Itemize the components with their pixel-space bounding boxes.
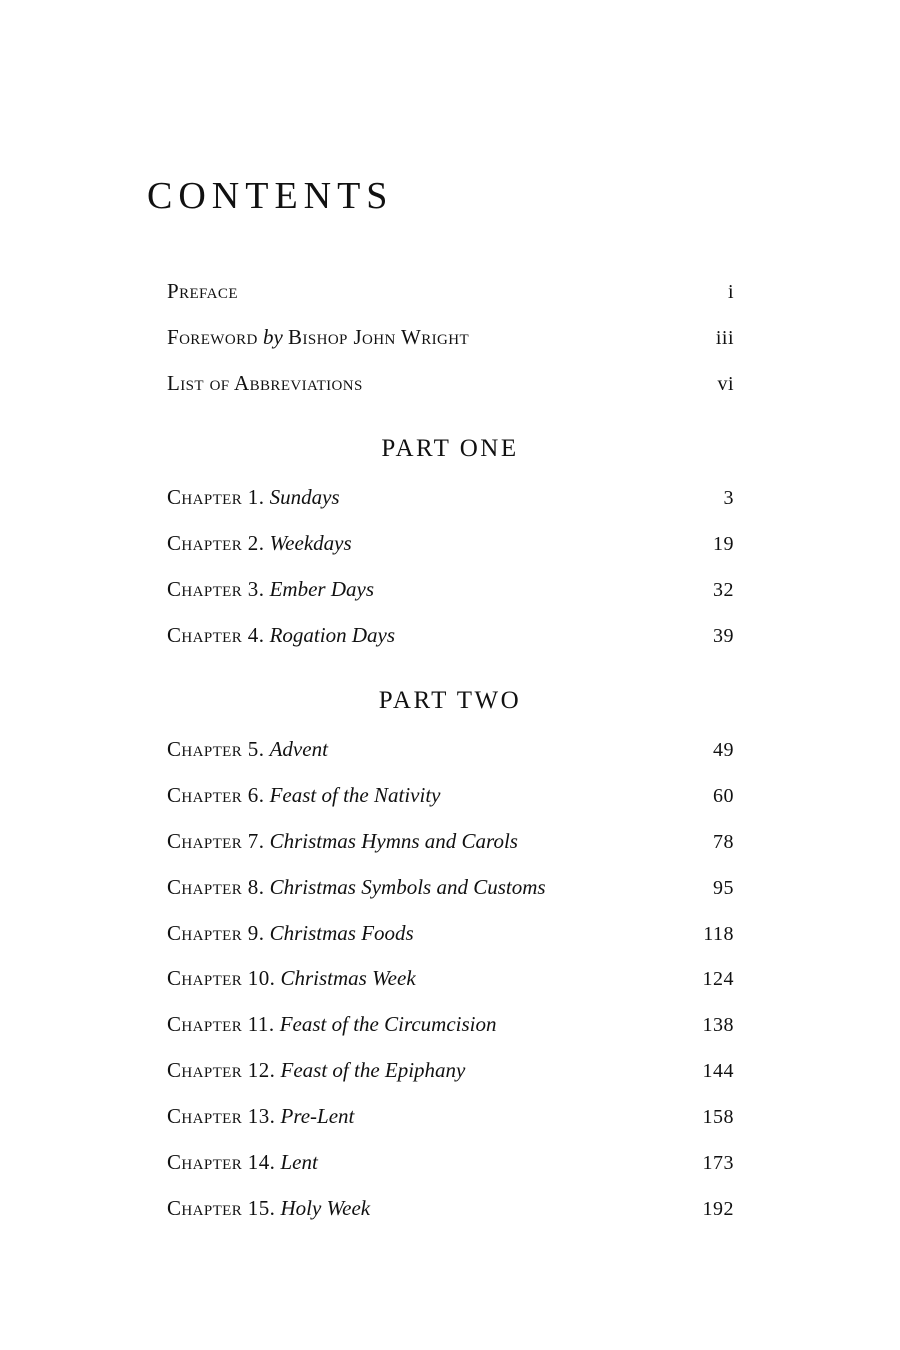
toc-entry-abbreviations[interactable] (167, 368, 734, 398)
entry-label (167, 1101, 354, 1131)
page-number: 32 (713, 579, 734, 601)
chapter-title: Feast of the Circumcision (279, 1012, 497, 1036)
page-number: 3 (723, 487, 734, 509)
toc-entry-foreword[interactable] (167, 322, 734, 352)
toc-entry-chapter-5[interactable] (167, 734, 734, 764)
page-number: 60 (713, 785, 734, 807)
chapter-prefix: Chapter 15. (167, 1196, 276, 1220)
chapter-title: Ember Days (269, 577, 375, 601)
chapter-prefix: Chapter 14. (167, 1150, 276, 1174)
chapter-prefix: Chapter 1. (167, 485, 265, 509)
entry-label (167, 322, 469, 352)
chapter-prefix: Chapter 10. (167, 966, 276, 990)
chapter-prefix: Chapter 5. (167, 737, 265, 761)
entry-label (167, 482, 340, 512)
page-number: 39 (713, 625, 734, 647)
toc-entry-chapter-4[interactable] (167, 620, 734, 650)
page-number: 124 (702, 968, 734, 990)
toc-entry-chapter-11[interactable] (167, 1009, 734, 1039)
entry-label (167, 963, 416, 993)
entry-label (167, 780, 441, 810)
page-number: i (727, 281, 734, 303)
chapter-prefix: Chapter 2. (167, 531, 265, 555)
entry-label-before: Foreword (167, 325, 258, 349)
toc-entry-chapter-6[interactable] (167, 780, 734, 810)
chapter-title: Feast of the Epiphany (280, 1058, 466, 1082)
entry-label (167, 574, 374, 604)
entry-label-italic: by (262, 325, 283, 349)
chapter-title: Advent (269, 737, 328, 761)
toc-entry-chapter-3[interactable] (167, 574, 734, 604)
chapter-prefix: Chapter 9. (167, 921, 265, 945)
chapter-title: Christmas Week (280, 966, 416, 990)
toc-entry-chapter-8[interactable] (167, 872, 734, 902)
chapter-prefix: Chapter 3. (167, 577, 265, 601)
chapter-prefix: Chapter 11. (167, 1012, 275, 1036)
page-number: 192 (702, 1198, 734, 1220)
chapter-title: Christmas Hymns and Carols (269, 829, 518, 853)
entry-label (167, 872, 546, 902)
entry-label: List of Abbreviations (167, 371, 363, 395)
chapter-prefix: Chapter 7. (167, 829, 265, 853)
page-number: 158 (702, 1106, 734, 1128)
chapter-prefix: Chapter 6. (167, 783, 265, 807)
entry-label (167, 620, 395, 650)
page-number: 19 (713, 533, 734, 555)
toc-entry-chapter-7[interactable] (167, 826, 734, 856)
page-number: 173 (702, 1152, 734, 1174)
toc-entry-chapter-15[interactable] (167, 1193, 734, 1223)
chapter-title: Christmas Symbols and Customs (269, 875, 546, 899)
page-number: 144 (702, 1060, 734, 1082)
chapter-prefix: Chapter 12. (167, 1058, 276, 1082)
entry-label (167, 918, 414, 948)
chapter-prefix: Chapter 4. (167, 623, 265, 647)
entry-label (167, 528, 352, 558)
toc-entry-chapter-10[interactable] (167, 963, 734, 993)
chapter-title: Rogation Days (269, 623, 396, 647)
chapter-prefix: Chapter 8. (167, 875, 265, 899)
page-number: 78 (713, 831, 734, 853)
part-two-heading: PART TWO (378, 687, 522, 714)
chapter-title: Feast of the Nativity (269, 783, 441, 807)
page-number: iii (715, 327, 734, 349)
chapter-title: Christmas Foods (269, 921, 414, 945)
entry-label (167, 1147, 318, 1177)
chapter-prefix: Chapter 13. (167, 1104, 276, 1128)
toc-entry-chapter-2[interactable] (167, 528, 734, 558)
entry-label: Preface (167, 279, 238, 303)
entry-label (167, 826, 518, 856)
part-one-heading: PART ONE (381, 435, 519, 462)
page-number: 49 (713, 739, 734, 761)
entry-label (167, 734, 328, 764)
toc-entry-chapter-12[interactable] (167, 1055, 734, 1085)
chapter-title: Sundays (269, 485, 340, 509)
entry-label (167, 1055, 465, 1085)
toc-entry-chapter-13[interactable] (167, 1101, 734, 1131)
page-number: 118 (703, 923, 734, 945)
chapter-title: Holy Week (280, 1196, 371, 1220)
entry-label (167, 1009, 497, 1039)
chapter-title: Lent (280, 1150, 318, 1174)
toc-entry-chapter-9[interactable] (167, 918, 734, 948)
page-title: CONTENTS (147, 175, 394, 217)
page-number: 138 (702, 1014, 734, 1036)
entry-label (167, 1193, 370, 1223)
toc-entry-preface[interactable] (167, 276, 734, 306)
page-number: vi (717, 373, 734, 395)
entry-label-after: Bishop John Wright (288, 325, 470, 349)
toc-entry-chapter-1[interactable] (167, 482, 734, 512)
page-number: 95 (713, 877, 734, 899)
chapter-title: Pre-Lent (280, 1104, 355, 1128)
toc-entry-chapter-14[interactable] (167, 1147, 734, 1177)
chapter-title: Weekdays (269, 531, 352, 555)
